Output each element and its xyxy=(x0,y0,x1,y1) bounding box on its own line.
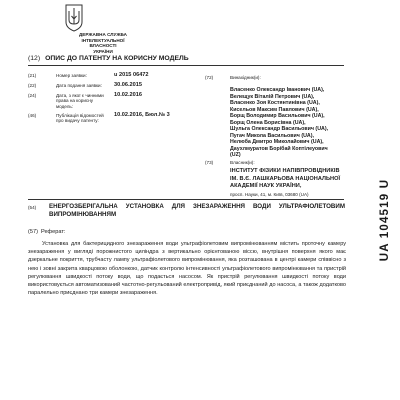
inventors-label: Винахідник(и): xyxy=(230,75,261,80)
biblio-label-multiline xyxy=(56,113,104,124)
owner-code: (73) xyxy=(205,160,214,165)
biblio-value: 10.02.2016 xyxy=(114,92,142,98)
biblio-code: (24) xyxy=(28,93,37,98)
owner-name-line: ІНСТИТУТ ФІЗИКИ НАПІВПРОВІДНИКІВ xyxy=(230,168,340,174)
abstract-text: Установка для бактерицидного знезараження води ультрафіолетовим випромінюванням містить проточну камеру знезараження у вигляді порожнистого циліндра з вертикально орієнтованою віссю, внутрішня поверхня якого має дзеркальне покриття, трубчасту лампу ультрафіолетового випромінювання, яка розташована в центрі камери співвісно з нею і зовні закрита кварцовою оболонкою, датчик контролю інтенсивності ультрафіолетового випромінювання та пристрій регулювання швидкості потоку води, що подається насосом. Як пристрій регулювання швидкості потоку води використовується автоматизований частотно-регульований електропривід, який приєднаний до насоса, а також додатково паралельно приєднано три камери знезараження. xyxy=(28,241,346,297)
biblio-row-publication xyxy=(0,113,200,127)
inventor-name: Власенко Олександр Іванович (UA), xyxy=(230,87,325,93)
biblio-code: (21) xyxy=(28,73,37,78)
abstract-heading xyxy=(28,229,65,235)
inventor-name: Велещук Віталій Петрович (UA), xyxy=(230,93,315,100)
title-divider xyxy=(28,199,344,200)
inventor-name: Власенко Зоя Костянтинівна (UA), xyxy=(230,100,320,106)
biblio-label: Дата подання заявки: xyxy=(56,83,102,88)
side-patent-number xyxy=(370,160,400,280)
ukraine-trident-emblem-icon xyxy=(64,4,84,32)
patent-number: UA 104519 U xyxy=(379,178,391,262)
inventor-name: Пугач Микола Васильович (UA), xyxy=(230,132,314,139)
office-line: ВЛАСНОСТІ xyxy=(89,43,117,49)
inventor-name: Даухлмуратов Борібай Коптілеуович xyxy=(230,145,328,152)
inventor-name: Шульга Олександр Васильович (UA), xyxy=(230,126,329,132)
owner-block xyxy=(230,168,360,198)
inventor-name: Борщ Володимир Васильович (UA), xyxy=(230,113,325,119)
office-line: УКРАЇНИ xyxy=(93,48,113,54)
abstract-label: Реферат: xyxy=(40,229,66,235)
biblio-label-line: Публікація відомостей xyxy=(56,113,104,118)
owner-label: Власник(и): xyxy=(230,160,255,165)
inventor-name: Кисельов Максим Павлович (UA), xyxy=(230,106,319,113)
biblio-value: u 2015 06472 xyxy=(114,72,149,78)
biblio-label: Номер заявки: xyxy=(56,73,87,78)
biblio-row-filing-date xyxy=(0,83,200,91)
biblio-label-line: модель: xyxy=(56,103,74,109)
title-code: (54) xyxy=(28,205,37,210)
utility-model-title: ЕНЕРГОЗБЕРІГАЛЬНА УСТАНОВКА ДЛЯ ЗНЕЗАРАЖЕННЯ ВОДИ УЛЬТРАФІОЛЕТОВИМ ВИПРОМІНЮВАННЯМ xyxy=(49,203,345,218)
owner-name-line: АКАДЕМІЇ НАУК УКРАЇНИ, xyxy=(230,183,302,189)
biblio-value: 30.06.2015 xyxy=(114,82,142,88)
biblio-value: 10.02.2016, Бюл.№ 3 xyxy=(114,112,170,118)
biblio-row-rights-date xyxy=(0,93,200,113)
biblio-code: (46) xyxy=(28,113,37,118)
office-line: ІНТЕЛЕКТУАЛЬНОЇ xyxy=(81,37,125,43)
owner-name-line: ІМ. В.Є. ЛАШКАРЬОВА НАЦІОНАЛЬНОЇ xyxy=(230,175,341,182)
office-line: ДЕРЖАВНА СЛУЖБА xyxy=(79,32,127,37)
inventors-list xyxy=(230,87,360,159)
inventor-name: (UZ) xyxy=(230,152,241,158)
owner-address: просп. Науки, 41, м. Київ, 03680 (UA) xyxy=(230,191,309,197)
biblio-row-application-number xyxy=(0,73,200,81)
biblio-label-multiline xyxy=(56,93,104,109)
biblio-label-line: про видачу патенту: xyxy=(56,118,99,124)
header-code: (12) xyxy=(28,55,41,62)
header-divider xyxy=(28,65,344,66)
biblio-code: (22) xyxy=(28,83,37,88)
document-title: ОПИС ДО ПАТЕНТУ НА КОРИСНУ МОДЕЛЬ xyxy=(45,55,189,62)
document-header xyxy=(28,55,189,62)
abstract-code: (57) xyxy=(28,229,38,235)
patent-office-name xyxy=(58,32,148,54)
inventor-name: Борщ Олена Борисівна (UA), xyxy=(230,119,306,126)
biblio-label-line: права на корисну xyxy=(56,98,94,104)
biblio-label-line: Дата, з якої є чинними xyxy=(56,93,104,98)
inventors-code: (72) xyxy=(205,75,214,80)
inventor-name: Нелюба Дмитро Миколайович (UA), xyxy=(230,139,324,145)
